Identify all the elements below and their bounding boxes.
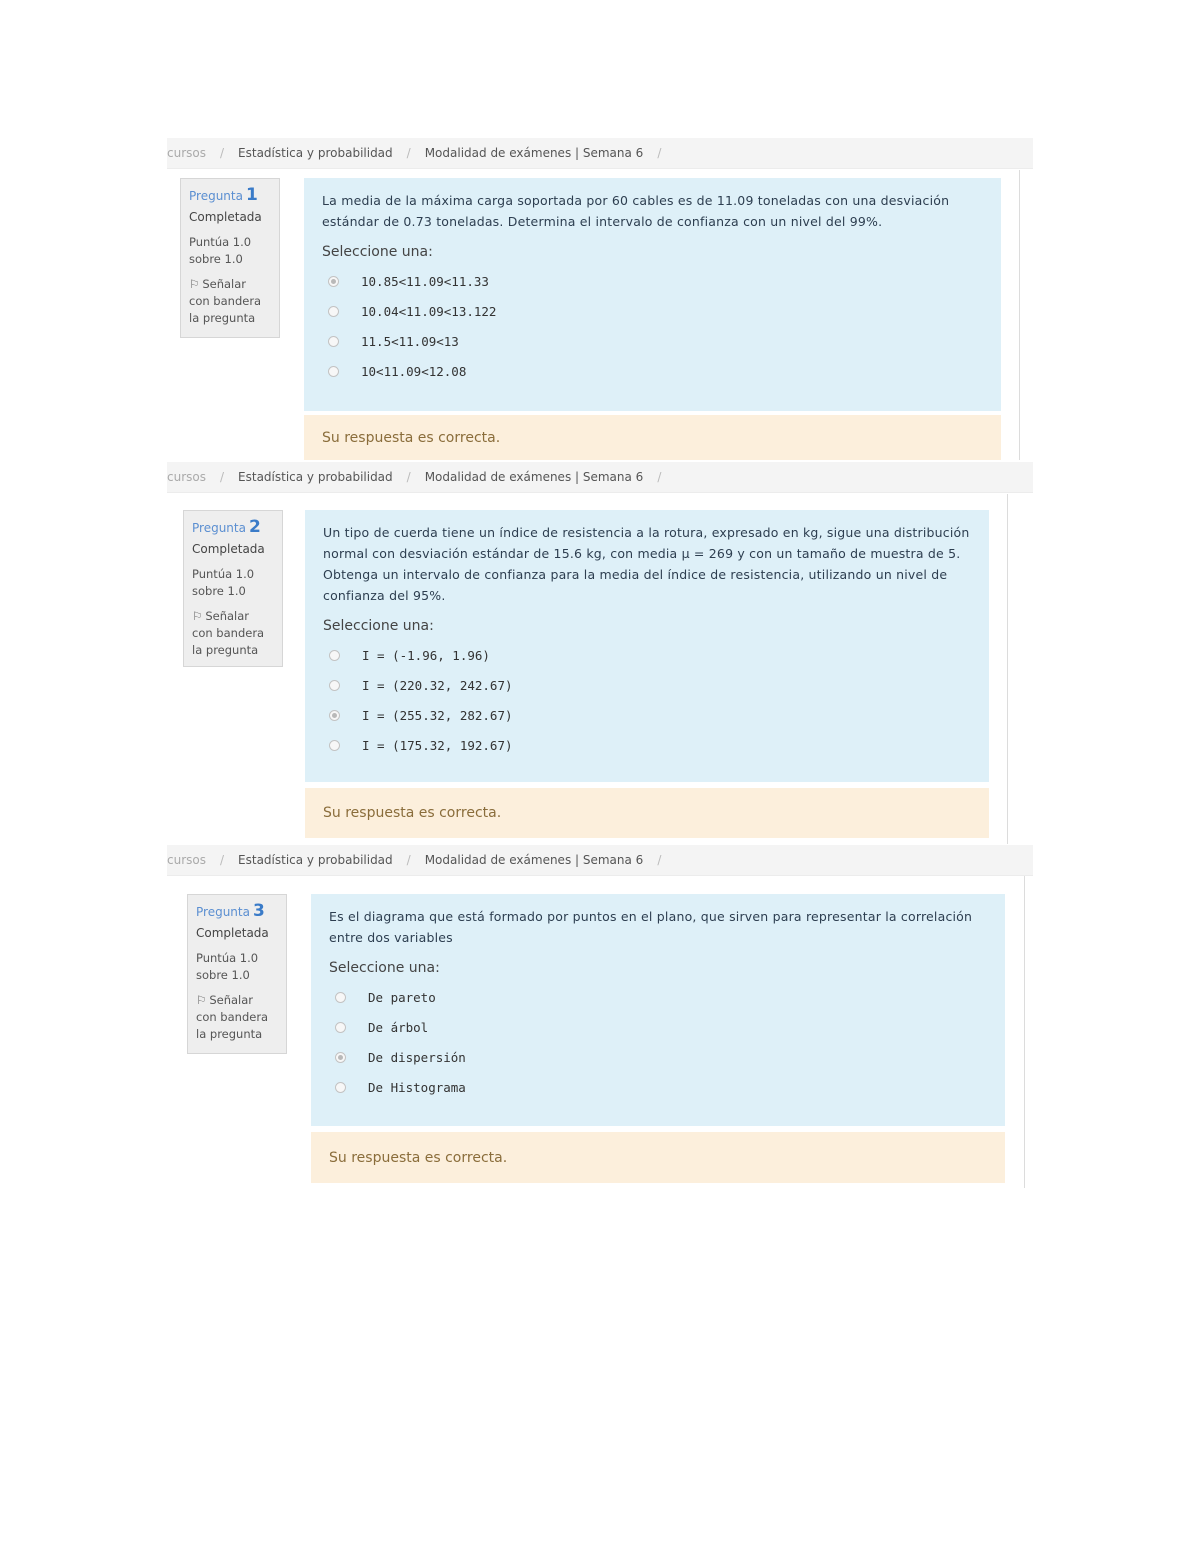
breadcrumb-separator: / bbox=[219, 470, 225, 484]
answer-option[interactable] bbox=[322, 326, 983, 356]
question-info-panel bbox=[187, 894, 287, 1054]
answer-prompt: Seleccione una: bbox=[323, 618, 434, 634]
radio-button[interactable] bbox=[328, 336, 339, 347]
breadcrumb-separator: / bbox=[657, 853, 662, 867]
breadcrumb-courses-link[interactable]: cursos bbox=[167, 853, 206, 867]
radio-button[interactable] bbox=[335, 992, 346, 1003]
breadcrumb-section-link[interactable]: Modalidad de exámenes | Semana 6 bbox=[424, 146, 644, 160]
answer-option[interactable] bbox=[323, 670, 971, 700]
breadcrumb-separator: / bbox=[219, 146, 225, 160]
flag-question-button[interactable] bbox=[192, 608, 274, 659]
question-text: Es el diagrama que está formado por puntos en el plano, que sirven para representar la correlación entre dos variables bbox=[329, 909, 973, 945]
answer-option-label: De Histograma bbox=[368, 1079, 466, 1095]
answer-option[interactable] bbox=[323, 700, 971, 730]
radio-button[interactable] bbox=[335, 1022, 346, 1033]
answer-option[interactable] bbox=[322, 356, 983, 386]
radio-button[interactable] bbox=[335, 1082, 346, 1093]
answer-option[interactable] bbox=[329, 982, 987, 1012]
question-content bbox=[304, 178, 1001, 411]
breadcrumb bbox=[167, 845, 1033, 876]
breadcrumb-separator: / bbox=[406, 146, 411, 160]
answer-option[interactable] bbox=[329, 1072, 987, 1102]
question-grade: Puntúa 1.0 sobre 1.0 bbox=[189, 235, 252, 266]
answer-option-label: De árbol bbox=[368, 1019, 429, 1035]
answer-prompt: Seleccione una: bbox=[329, 960, 440, 976]
feedback-text: Su respuesta es correcta. bbox=[323, 805, 502, 821]
answer-option-label: 11.5<11.09<13 bbox=[361, 333, 459, 349]
radio-button[interactable] bbox=[328, 366, 339, 377]
radio-button[interactable] bbox=[329, 680, 340, 691]
breadcrumb-courses-link[interactable]: cursos bbox=[167, 146, 206, 160]
flag-icon: ⚐ bbox=[192, 609, 203, 623]
question-grade: Puntúa 1.0 sobre 1.0 bbox=[192, 567, 255, 598]
breadcrumb-course-link[interactable]: Estadística y probabilidad bbox=[238, 853, 393, 867]
question-number: Pregunta 2 bbox=[192, 517, 261, 537]
answer-option-label: De pareto bbox=[368, 989, 436, 1005]
flag-question-button[interactable] bbox=[196, 992, 278, 1043]
radio-button[interactable] bbox=[335, 1052, 346, 1063]
flag-icon: ⚐ bbox=[196, 993, 207, 1007]
answer-option[interactable] bbox=[322, 296, 983, 326]
question-content bbox=[305, 510, 989, 782]
breadcrumb-course-link[interactable]: Estadística y probabilidad bbox=[238, 470, 393, 484]
radio-button[interactable] bbox=[329, 650, 340, 661]
feedback-text: Su respuesta es correcta. bbox=[329, 1149, 508, 1166]
breadcrumb-separator: / bbox=[406, 853, 411, 867]
question-content bbox=[311, 894, 1005, 1126]
question-number: Pregunta 3 bbox=[196, 901, 265, 921]
question-state: Completada bbox=[189, 210, 262, 224]
breadcrumb-courses-link[interactable]: cursos bbox=[167, 470, 206, 484]
breadcrumb-section-link[interactable]: Modalidad de exámenes | Semana 6 bbox=[424, 470, 644, 484]
flag-label: Señalar con bandera la pregunta bbox=[192, 609, 265, 657]
flag-label: Señalar con bandera la pregunta bbox=[189, 277, 262, 325]
content-border bbox=[1019, 170, 1020, 460]
answer-option-label: 10<11.09<12.08 bbox=[361, 363, 467, 379]
content-border bbox=[1007, 494, 1008, 844]
answer-option-label: I = (220.32, 242.67) bbox=[362, 677, 513, 693]
answer-option-label: 10.85<11.09<11.33 bbox=[361, 273, 489, 289]
flag-label: Señalar con bandera la pregunta bbox=[196, 993, 269, 1041]
flag-icon: ⚐ bbox=[189, 277, 200, 291]
feedback-correct bbox=[304, 415, 1001, 460]
breadcrumb bbox=[167, 462, 1033, 493]
content-border bbox=[1024, 876, 1025, 1188]
breadcrumb-section-link[interactable]: Modalidad de exámenes | Semana 6 bbox=[424, 853, 644, 867]
question-text: Un tipo de cuerda tiene un índice de resistencia a la rotura, expresado en kg, sigue una distribución normal con desviación estándar de 15.6 kg, con media μ = 269 y con un tamaño de muestra de 5. Obtenga un intervalo de confianza para la media del índice de resistencia, utilizando un nivel de confianza del 95%. bbox=[323, 525, 970, 603]
feedback-correct bbox=[311, 1132, 1005, 1183]
breadcrumb-separator: / bbox=[657, 470, 662, 484]
breadcrumb-course-link[interactable]: Estadística y probabilidad bbox=[238, 146, 393, 160]
question-text: La media de la máxima carga soportada por 60 cables es de 11.09 toneladas con una desviación estándar de 0.73 toneladas. Determina el intervalo de confianza con un nivel del 99%. bbox=[322, 193, 950, 229]
question-number: Pregunta 1 bbox=[189, 185, 258, 205]
answer-option[interactable] bbox=[329, 1012, 987, 1042]
feedback-text: Su respuesta es correcta. bbox=[322, 429, 501, 446]
answer-option[interactable] bbox=[323, 730, 971, 760]
radio-button[interactable] bbox=[329, 710, 340, 721]
answer-option[interactable] bbox=[323, 640, 971, 670]
question-grade: Puntúa 1.0 sobre 1.0 bbox=[196, 951, 259, 982]
question-info-panel bbox=[180, 178, 280, 338]
answer-option-label: I = (175.32, 192.67) bbox=[362, 737, 513, 753]
radio-button[interactable] bbox=[329, 740, 340, 751]
answer-option[interactable] bbox=[329, 1042, 987, 1072]
question-state: Completada bbox=[192, 542, 265, 556]
radio-button[interactable] bbox=[328, 306, 339, 317]
breadcrumb-separator: / bbox=[219, 853, 225, 867]
breadcrumb-separator: / bbox=[406, 470, 411, 484]
answer-option-label: De dispersión bbox=[368, 1049, 466, 1065]
feedback-correct bbox=[305, 788, 989, 838]
breadcrumb-separator: / bbox=[657, 146, 662, 160]
answer-prompt: Seleccione una: bbox=[322, 244, 433, 260]
question-info-panel bbox=[183, 510, 283, 667]
answer-option[interactable] bbox=[322, 266, 983, 296]
flag-question-button[interactable] bbox=[189, 276, 271, 327]
answer-option-label: 10.04<11.09<13.122 bbox=[361, 303, 497, 319]
radio-button[interactable] bbox=[328, 276, 339, 287]
breadcrumb bbox=[167, 138, 1033, 169]
answer-option-label: I = (-1.96, 1.96) bbox=[362, 647, 490, 663]
answer-option-label: I = (255.32, 282.67) bbox=[362, 707, 513, 723]
question-state: Completada bbox=[196, 926, 269, 940]
